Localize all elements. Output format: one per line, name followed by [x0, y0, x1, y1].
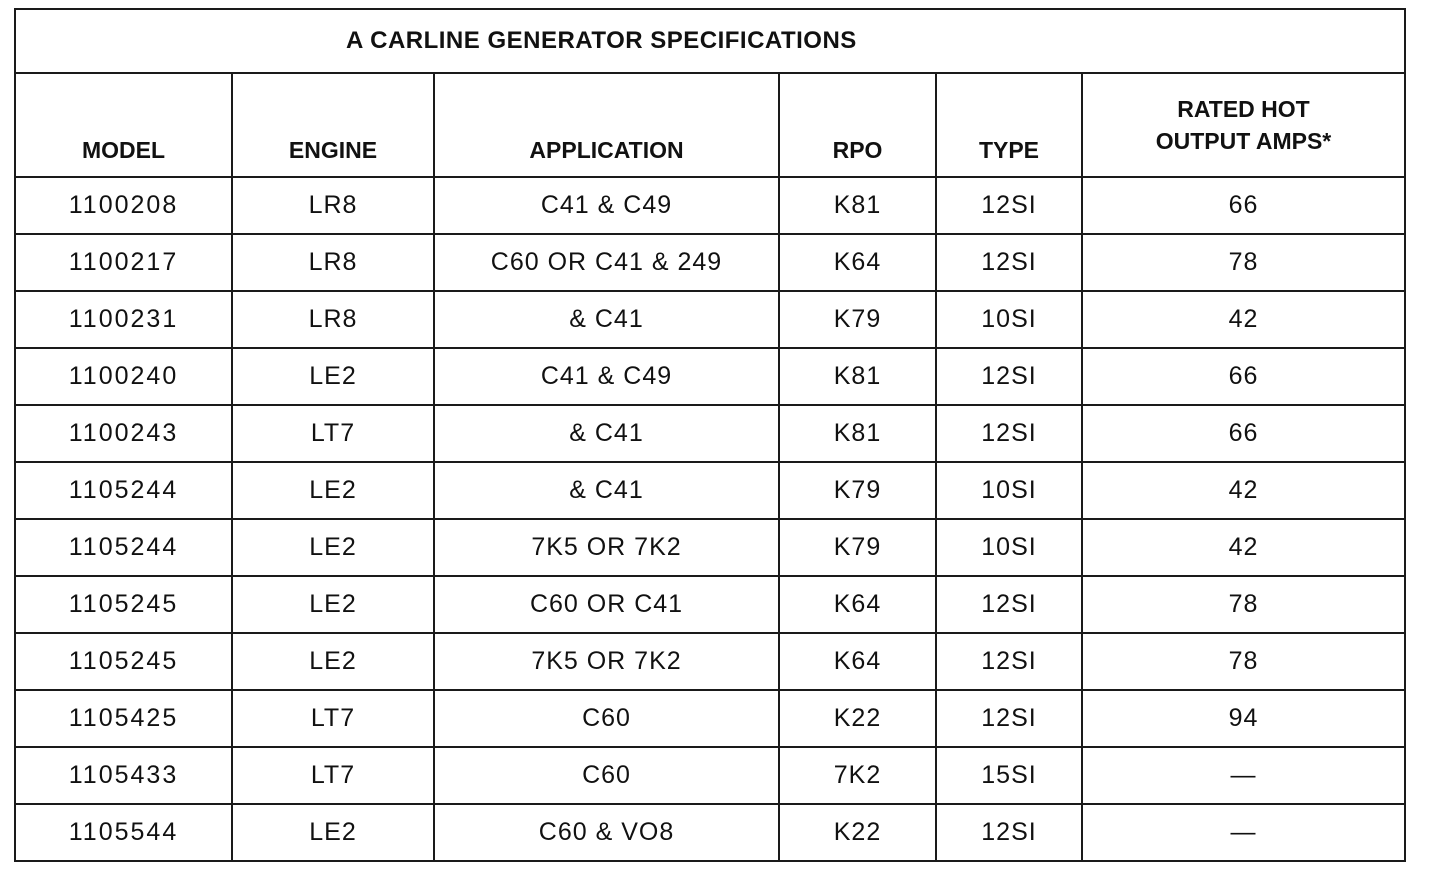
table-row	[15, 462, 1405, 519]
cell-application: 7K5 OR 7K2	[434, 519, 779, 576]
cell-application: 7K5 OR 7K2	[434, 633, 779, 690]
cell-rated-amps: 66	[1082, 405, 1405, 462]
header-rated-line2: OUTPUT AMPS*	[1155, 128, 1332, 154]
cell-model: 1105244	[15, 519, 232, 576]
cell-application: C60 OR C41	[434, 576, 779, 633]
cell-rated-amps: 66	[1082, 177, 1405, 234]
table-row	[15, 633, 1405, 690]
cell-rpo: K81	[779, 177, 936, 234]
cell-rpo: K64	[779, 576, 936, 633]
table-row	[15, 747, 1405, 804]
cell-rpo: K79	[779, 291, 936, 348]
table-row	[15, 690, 1405, 747]
cell-rated-amps: 42	[1082, 291, 1405, 348]
cell-rated-amps: 42	[1082, 519, 1405, 576]
cell-model: 1100243	[15, 405, 232, 462]
cell-rpo: K22	[779, 690, 936, 747]
header-engine: ENGINE	[232, 73, 434, 177]
cell-engine: LR8	[232, 291, 434, 348]
cell-type: 12SI	[936, 633, 1082, 690]
cell-model: 1100208	[15, 177, 232, 234]
cell-rpo: K64	[779, 633, 936, 690]
cell-rated-amps: 42	[1082, 462, 1405, 519]
table-row	[15, 291, 1405, 348]
cell-application: C60	[434, 690, 779, 747]
cell-rated-amps: —	[1082, 804, 1405, 861]
cell-engine: LT7	[232, 747, 434, 804]
table-body	[15, 177, 1405, 861]
cell-rpo: K81	[779, 348, 936, 405]
cell-application: & C41	[434, 462, 779, 519]
cell-rated-amps: 66	[1082, 348, 1405, 405]
cell-engine: LR8	[232, 177, 434, 234]
cell-type: 12SI	[936, 405, 1082, 462]
cell-rated-amps: 78	[1082, 234, 1405, 291]
cell-type: 12SI	[936, 348, 1082, 405]
cell-engine: LT7	[232, 405, 434, 462]
cell-model: 1100217	[15, 234, 232, 291]
table-row	[15, 177, 1405, 234]
cell-type: 15SI	[936, 747, 1082, 804]
cell-rated-amps: 78	[1082, 576, 1405, 633]
cell-application: & C41	[434, 405, 779, 462]
header-rated-line1: RATED HOT	[1177, 96, 1310, 122]
cell-engine: LE2	[232, 576, 434, 633]
cell-rpo: K79	[779, 519, 936, 576]
table-row	[15, 234, 1405, 291]
cell-application: C41 & C49	[434, 177, 779, 234]
table-row	[15, 519, 1405, 576]
cell-application: C41 & C49	[434, 348, 779, 405]
cell-type: 10SI	[936, 462, 1082, 519]
cell-rpo: K64	[779, 234, 936, 291]
cell-rated-amps: 94	[1082, 690, 1405, 747]
header-rpo: RPO	[779, 73, 936, 177]
cell-model: 1105245	[15, 633, 232, 690]
cell-model: 1105245	[15, 576, 232, 633]
cell-application: & C41	[434, 291, 779, 348]
cell-type: 12SI	[936, 576, 1082, 633]
cell-engine: LE2	[232, 633, 434, 690]
header-type: TYPE	[936, 73, 1082, 177]
table-title: A CARLINE GENERATOR SPECIFICATIONS	[15, 9, 1405, 73]
cell-type: 10SI	[936, 291, 1082, 348]
header-model: MODEL	[15, 73, 232, 177]
cell-engine: LE2	[232, 519, 434, 576]
table-row	[15, 804, 1405, 861]
cell-type: 12SI	[936, 690, 1082, 747]
table-row	[15, 405, 1405, 462]
cell-type: 12SI	[936, 177, 1082, 234]
cell-application: C60 & VO8	[434, 804, 779, 861]
cell-engine: LE2	[232, 348, 434, 405]
cell-engine: LR8	[232, 234, 434, 291]
header-application: APPLICATION	[434, 73, 779, 177]
header-row	[15, 73, 1405, 177]
cell-type: 12SI	[936, 234, 1082, 291]
cell-engine: LE2	[232, 804, 434, 861]
cell-rated-amps: —	[1082, 747, 1405, 804]
cell-type: 12SI	[936, 804, 1082, 861]
cell-model: 1105544	[15, 804, 232, 861]
cell-rated-amps: 78	[1082, 633, 1405, 690]
table-row	[15, 576, 1405, 633]
table-row	[15, 348, 1405, 405]
cell-rpo: 7K2	[779, 747, 936, 804]
cell-type: 10SI	[936, 519, 1082, 576]
cell-model: 1105433	[15, 747, 232, 804]
cell-model: 1105425	[15, 690, 232, 747]
cell-rpo: K22	[779, 804, 936, 861]
cell-model: 1105244	[15, 462, 232, 519]
cell-engine: LE2	[232, 462, 434, 519]
cell-rpo: K81	[779, 405, 936, 462]
header-rated-amps	[1082, 73, 1405, 177]
cell-engine: LT7	[232, 690, 434, 747]
cell-application: C60 OR C41 & 249	[434, 234, 779, 291]
generator-spec-table	[14, 8, 1406, 862]
cell-model: 1100240	[15, 348, 232, 405]
cell-rpo: K79	[779, 462, 936, 519]
cell-model: 1100231	[15, 291, 232, 348]
cell-application: C60	[434, 747, 779, 804]
